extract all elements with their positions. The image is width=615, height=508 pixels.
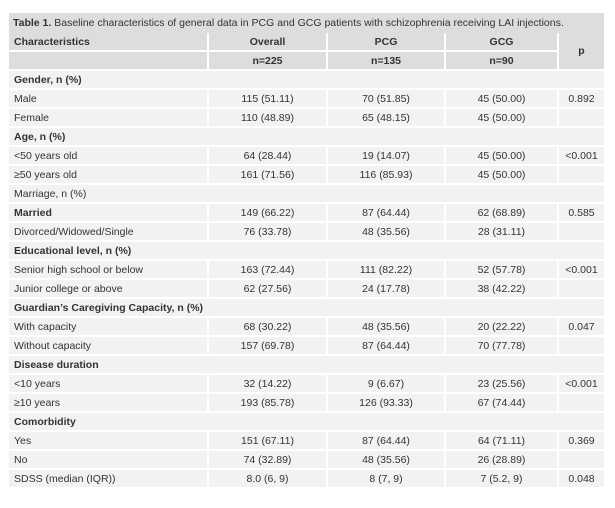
- table-row: [9, 431, 604, 450]
- cell-gcg: 28 (31.11): [445, 222, 558, 241]
- cell-gcg: 45 (50.00): [445, 146, 558, 165]
- section-label: Educational level, n (%): [9, 241, 604, 260]
- cell-pcg: 126 (93.33): [327, 393, 445, 412]
- section-row: [9, 355, 604, 374]
- table-row: [9, 450, 604, 469]
- table-caption: [9, 13, 604, 33]
- cell-gcg: 23 (25.56): [445, 374, 558, 393]
- cell-p-value: 0.369: [558, 431, 604, 450]
- cell-pcg: 65 (48.15): [327, 108, 445, 127]
- cell-p-value: <0.001: [558, 146, 604, 165]
- cell-pcg: 24 (17.78): [327, 279, 445, 298]
- row-label: Divorced/Widowed/Single: [9, 222, 208, 241]
- cell-p-value: <0.001: [558, 260, 604, 279]
- cell-overall: 151 (67.11): [208, 431, 327, 450]
- cell-overall: 32 (14.22): [208, 374, 327, 393]
- table-row: [9, 222, 604, 241]
- cell-pcg: 8 (7, 9): [327, 469, 445, 488]
- row-label: Married: [9, 203, 208, 222]
- header-empty-cell: [9, 51, 208, 70]
- section-label: Marriage, n (%): [9, 184, 604, 203]
- cell-p-value: 0.048: [558, 469, 604, 488]
- cell-overall: 163 (72.44): [208, 260, 327, 279]
- cell-p-value: 0.585: [558, 203, 604, 222]
- cell-overall: 193 (85.78): [208, 393, 327, 412]
- cell-gcg: 62 (68.89): [445, 203, 558, 222]
- cell-overall: 74 (32.89): [208, 450, 327, 469]
- cell-gcg: 45 (50.00): [445, 108, 558, 127]
- table-container: [9, 13, 604, 489]
- row-label: <10 years: [9, 374, 208, 393]
- header-characteristics: Characteristics: [9, 33, 208, 51]
- cell-overall: 68 (30.22): [208, 317, 327, 336]
- row-label: With capacity: [9, 317, 208, 336]
- baseline-table: [9, 33, 604, 489]
- cell-pcg: 87 (64.44): [327, 336, 445, 355]
- cell-pcg: 48 (35.56): [327, 222, 445, 241]
- cell-overall: 115 (51.11): [208, 89, 327, 108]
- section-row: [9, 70, 604, 89]
- cell-gcg: 52 (57.78): [445, 260, 558, 279]
- cell-p-value: [558, 108, 604, 127]
- table-row: [9, 279, 604, 298]
- cell-gcg: 38 (42.22): [445, 279, 558, 298]
- header-overall: Overall: [208, 33, 327, 51]
- caption-text: Baseline characteristics of general data in PCG and GCG patients with schizophrenia receiving LAI injections.: [51, 17, 564, 29]
- row-label: Female: [9, 108, 208, 127]
- cell-gcg: 7 (5.2, 9): [445, 469, 558, 488]
- cell-pcg: 48 (35.56): [327, 317, 445, 336]
- cell-gcg: 26 (28.89): [445, 450, 558, 469]
- cell-p-value: 0.892: [558, 89, 604, 108]
- cell-gcg: 70 (77.78): [445, 336, 558, 355]
- table-row: [9, 146, 604, 165]
- table-row: [9, 317, 604, 336]
- cell-pcg: 48 (35.56): [327, 450, 445, 469]
- table-row: [9, 165, 604, 184]
- header-n-row: [9, 51, 604, 70]
- cell-gcg: 45 (50.00): [445, 89, 558, 108]
- section-row: [9, 412, 604, 431]
- section-label: Comorbidity: [9, 412, 604, 431]
- table-row: [9, 89, 604, 108]
- cell-gcg: 45 (50.00): [445, 165, 558, 184]
- header-n-gcg: n=90: [445, 51, 558, 70]
- cell-pcg: 70 (51.85): [327, 89, 445, 108]
- cell-gcg: 20 (22.22): [445, 317, 558, 336]
- cell-p-value: <0.001: [558, 374, 604, 393]
- section-row: [9, 127, 604, 146]
- cell-pcg: 87 (64.44): [327, 203, 445, 222]
- cell-pcg: 19 (14.07): [327, 146, 445, 165]
- header-row: [9, 33, 604, 51]
- section-label: Guardian’s Caregiving Capacity, n (%): [9, 298, 604, 317]
- cell-overall: 110 (48.89): [208, 108, 327, 127]
- cell-gcg: 67 (74.44): [445, 393, 558, 412]
- caption-label: Table 1.: [13, 17, 52, 29]
- row-label: Yes: [9, 431, 208, 450]
- table-row: [9, 336, 604, 355]
- cell-pcg: 9 (6.67): [327, 374, 445, 393]
- row-label: Male: [9, 89, 208, 108]
- row-label: Junior college or above: [9, 279, 208, 298]
- section-label: Disease duration: [9, 355, 604, 374]
- cell-pcg: 111 (82.22): [327, 260, 445, 279]
- row-label: Senior high school or below: [9, 260, 208, 279]
- cell-gcg: 64 (71.11): [445, 431, 558, 450]
- table-row: [9, 203, 604, 222]
- header-p: p: [558, 33, 604, 70]
- cell-overall: 8.0 (6, 9): [208, 469, 327, 488]
- cell-p-value: [558, 165, 604, 184]
- cell-overall: 149 (66.22): [208, 203, 327, 222]
- row-label: ≥50 years old: [9, 165, 208, 184]
- header-n-overall: n=225: [208, 51, 327, 70]
- header-n-pcg: n=135: [327, 51, 445, 70]
- table-row: [9, 393, 604, 412]
- cell-pcg: 87 (64.44): [327, 431, 445, 450]
- cell-p-value: 0.047: [558, 317, 604, 336]
- section-row: [9, 184, 604, 203]
- row-label: <50 years old: [9, 146, 208, 165]
- cell-p-value: [558, 393, 604, 412]
- section-label: Gender, n (%): [9, 70, 604, 89]
- cell-overall: 62 (27.56): [208, 279, 327, 298]
- section-label: Age, n (%): [9, 127, 604, 146]
- row-label: No: [9, 450, 208, 469]
- cell-p-value: [558, 279, 604, 298]
- cell-p-value: [558, 222, 604, 241]
- cell-overall: 157 (69.78): [208, 336, 327, 355]
- cell-overall: 161 (71.56): [208, 165, 327, 184]
- cell-overall: 64 (28.44): [208, 146, 327, 165]
- row-label: ≥10 years: [9, 393, 208, 412]
- table-row: [9, 469, 604, 488]
- cell-p-value: [558, 336, 604, 355]
- section-row: [9, 241, 604, 260]
- section-row: [9, 298, 604, 317]
- header-gcg: GCG: [445, 33, 558, 51]
- row-label: Without capacity: [9, 336, 208, 355]
- cell-p-value: [558, 450, 604, 469]
- cell-overall: 76 (33.78): [208, 222, 327, 241]
- table-row: [9, 260, 604, 279]
- table-row: [9, 374, 604, 393]
- table-row: [9, 108, 604, 127]
- cell-pcg: 116 (85.93): [327, 165, 445, 184]
- row-label: SDSS (median (IQR)): [9, 469, 208, 488]
- header-pcg: PCG: [327, 33, 445, 51]
